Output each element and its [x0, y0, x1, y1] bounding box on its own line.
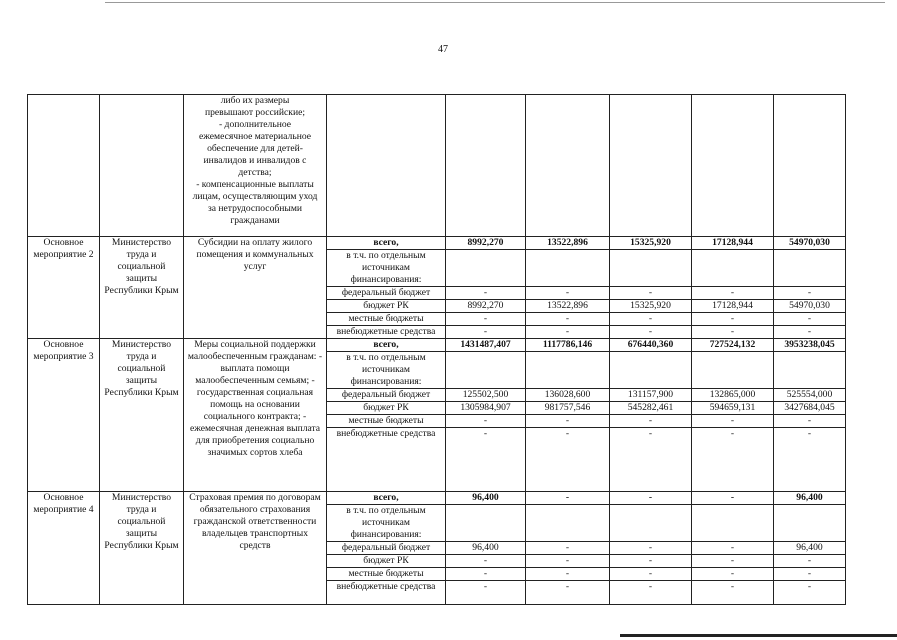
value-cell: - — [692, 492, 774, 505]
continuation-line: инвалидов и инвалидов с — [203, 155, 307, 166]
value-cell: - — [692, 581, 774, 605]
executor-cell: Министерство труда и социальной защиты Республики Крым — [100, 237, 184, 339]
value-cell: - — [446, 568, 526, 581]
value-cell: - — [610, 542, 692, 555]
value-cell: - — [692, 555, 774, 568]
value-cell: 3427684,045 — [774, 402, 846, 415]
value-cell — [610, 352, 692, 389]
value-cell: - — [692, 428, 774, 492]
value-cell: - — [692, 568, 774, 581]
source-label: федеральный бюджет — [327, 389, 446, 402]
value-cell: - — [774, 287, 846, 300]
continuation-text — [184, 95, 327, 237]
executor-cell: Министерство труда и социальной защиты Республики Крым — [100, 492, 184, 605]
source-label: местные бюджеты — [327, 415, 446, 428]
measure-cell: Основное мероприятие 2 — [28, 237, 100, 339]
source-label: в т.ч. по отдельным источникам финансирования: — [327, 505, 446, 542]
value-cell: 676440,360 — [610, 339, 692, 352]
continuation-line: обеспечение для детей- — [207, 143, 303, 154]
value-cell: 131157,900 — [610, 389, 692, 402]
value-cell: 727524,132 — [692, 339, 774, 352]
value-cell: 8992,270 — [446, 300, 526, 313]
bottom-rule — [620, 634, 897, 637]
value-cell: - — [774, 415, 846, 428]
value-cell: 3953238,045 — [774, 339, 846, 352]
source-label: в т.ч. по отдельным источникам финансирования: — [327, 352, 446, 389]
description-cell: Страховая премия по договорам обязательного страхования гражданской ответственности владельцев транспортных средств — [184, 492, 327, 605]
value-cell — [692, 250, 774, 287]
measure-cell: Основное мероприятие 3 — [28, 339, 100, 492]
value-cell: - — [774, 555, 846, 568]
continuation-line: - компенсационные выплаты — [196, 179, 314, 190]
description-cell: Меры социальной поддержки малообеспеченным гражданам: - выплата помощи малообеспеченным семьям; - государственная социальная помощь на основании социального контракта; - ежемесячная денежная выплата для приобретения социально значимых сортов хлеба — [184, 339, 327, 492]
source-label: бюджет РК — [327, 300, 446, 313]
value-cell — [774, 505, 846, 542]
value-cell: - — [692, 326, 774, 339]
value-cell: - — [692, 287, 774, 300]
value-cell: - — [526, 326, 610, 339]
value-cell — [774, 352, 846, 389]
top-rule — [105, 2, 885, 3]
value-cell: 1305984,907 — [446, 402, 526, 415]
value-cell: 15325,920 — [610, 300, 692, 313]
value-cell: 13522,896 — [526, 300, 610, 313]
value-cell: - — [526, 542, 610, 555]
value-cell: 1431487,407 — [446, 339, 526, 352]
value-cell: 525554,000 — [774, 389, 846, 402]
value-cell: - — [526, 568, 610, 581]
value-cell — [526, 250, 610, 287]
value-cell: 8992,270 — [446, 237, 526, 250]
value-cell: 13522,896 — [526, 237, 610, 250]
value-cell: - — [610, 555, 692, 568]
value-cell — [446, 505, 526, 542]
value-cell: 136028,600 — [526, 389, 610, 402]
value-cell — [610, 250, 692, 287]
continuation-row — [28, 95, 846, 237]
value-cell: - — [446, 555, 526, 568]
continuation-line: лицам, осуществляющим уход — [192, 191, 318, 202]
value-cell: - — [610, 326, 692, 339]
value-cell: 125502,500 — [446, 389, 526, 402]
value-cell: 545282,461 — [610, 402, 692, 415]
value-cell: - — [446, 581, 526, 605]
value-cell: 17128,944 — [692, 300, 774, 313]
source-label: всего, — [327, 237, 446, 250]
value-cell: - — [774, 428, 846, 492]
budget-table — [27, 94, 846, 605]
value-cell: - — [774, 313, 846, 326]
table-row — [28, 339, 846, 352]
value-cell: - — [610, 581, 692, 605]
value-cell: - — [446, 428, 526, 492]
continuation-line: ежемесячное материальное — [199, 131, 311, 142]
value-cell: 96,400 — [774, 492, 846, 505]
continuation-line: за нетрудоспособными — [207, 203, 303, 214]
value-cell: - — [526, 313, 610, 326]
value-cell — [446, 352, 526, 389]
value-cell: - — [610, 428, 692, 492]
value-cell: - — [610, 492, 692, 505]
source-label: всего, — [327, 492, 446, 505]
value-cell — [692, 505, 774, 542]
value-cell: - — [692, 415, 774, 428]
source-label: бюджет РК — [327, 555, 446, 568]
value-cell — [774, 250, 846, 287]
value-cell: - — [526, 555, 610, 568]
value-cell: - — [774, 568, 846, 581]
value-cell: - — [610, 568, 692, 581]
value-cell: - — [610, 287, 692, 300]
value-cell: - — [446, 287, 526, 300]
value-cell: 96,400 — [446, 542, 526, 555]
value-cell: - — [526, 581, 610, 605]
value-cell: - — [446, 313, 526, 326]
executor-cell: Министерство труда и социальной защиты Республики Крым — [100, 339, 184, 492]
value-cell: - — [446, 326, 526, 339]
value-cell: - — [692, 313, 774, 326]
source-label: федеральный бюджет — [327, 287, 446, 300]
source-label: федеральный бюджет — [327, 542, 446, 555]
value-cell: 594659,131 — [692, 402, 774, 415]
value-cell — [610, 505, 692, 542]
value-cell: - — [692, 542, 774, 555]
value-cell: - — [774, 581, 846, 605]
value-cell: - — [446, 415, 526, 428]
value-cell: - — [526, 428, 610, 492]
value-cell — [526, 352, 610, 389]
source-label: внебюджетные средства — [327, 581, 446, 605]
description-cell: Субсидии на оплату жилого помещения и коммунальных услуг — [184, 237, 327, 339]
value-cell — [692, 352, 774, 389]
table-row — [28, 237, 846, 250]
measure-cell: Основное мероприятие 4 — [28, 492, 100, 605]
value-cell: 96,400 — [774, 542, 846, 555]
value-cell: - — [610, 415, 692, 428]
continuation-line: превышают российские; — [204, 107, 306, 118]
source-label: внебюджетные средства — [327, 428, 446, 492]
value-cell: 132865,000 — [692, 389, 774, 402]
page-number: 47 — [438, 44, 448, 55]
continuation-line: гражданами — [230, 215, 280, 226]
value-cell — [446, 250, 526, 287]
value-cell: - — [610, 313, 692, 326]
continuation-line: либо их размеры — [220, 95, 290, 106]
value-cell: - — [526, 287, 610, 300]
value-cell: - — [526, 415, 610, 428]
source-label: бюджет РК — [327, 402, 446, 415]
source-label: местные бюджеты — [327, 313, 446, 326]
continuation-line: - дополнительное — [218, 119, 292, 130]
continuation-line: детства; — [238, 167, 272, 178]
source-label: в т.ч. по отдельным источникам финансирования: — [327, 250, 446, 287]
source-label: всего, — [327, 339, 446, 352]
value-cell: 17128,944 — [692, 237, 774, 250]
value-cell: - — [526, 492, 610, 505]
source-label: внебюджетные средства — [327, 326, 446, 339]
value-cell — [526, 505, 610, 542]
source-label: местные бюджеты — [327, 568, 446, 581]
value-cell: 15325,920 — [610, 237, 692, 250]
value-cell: 96,400 — [446, 492, 526, 505]
value-cell: 1117786,146 — [526, 339, 610, 352]
table-row — [28, 492, 846, 505]
value-cell: 54970,030 — [774, 300, 846, 313]
value-cell: 981757,546 — [526, 402, 610, 415]
value-cell: 54970,030 — [774, 237, 846, 250]
value-cell: - — [774, 326, 846, 339]
